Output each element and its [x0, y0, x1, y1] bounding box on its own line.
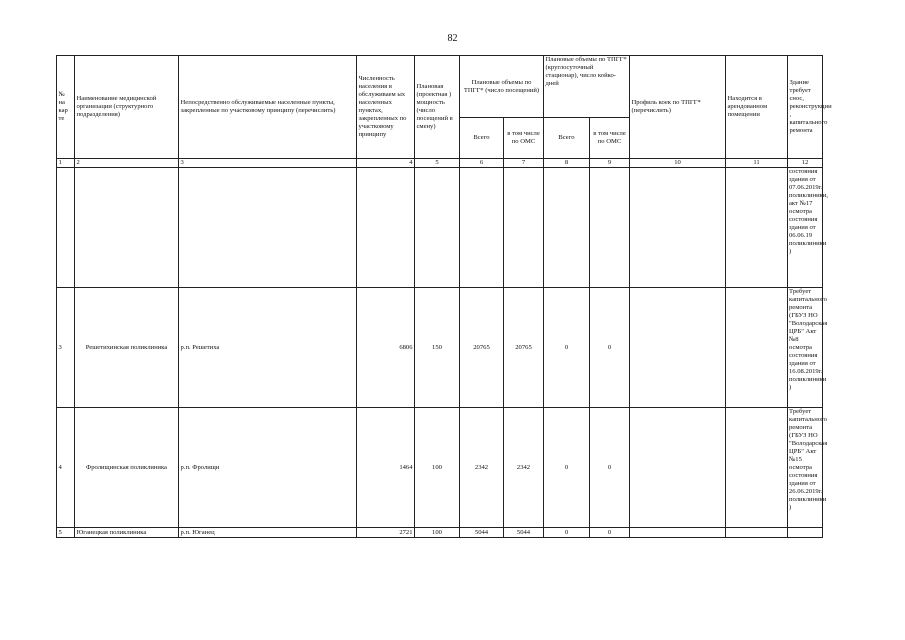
header-planned-capacity: Плановая (проектная ) мощность (число посещений в смену)	[415, 56, 460, 159]
cell-building-note: состояния здания от 07.06.2019г. поликлиники, акт №17 осмотра состояния здания от 06.06.19 поликлиники )	[788, 168, 823, 288]
cell-capacity: 150	[415, 288, 460, 408]
cell-visits-oms: 5044	[504, 528, 544, 538]
cell-number: 3	[57, 288, 75, 408]
column-number: 8	[544, 159, 590, 168]
table-row	[57, 408, 823, 528]
cell-settlements: р.п. Решетиха	[179, 288, 357, 408]
header-rented-premises: Находится в арендованном помещении	[726, 56, 788, 159]
column-number: 4	[357, 159, 415, 168]
cell-rented	[726, 288, 788, 408]
cell-bed-profile	[630, 528, 726, 538]
header-bed-profile: Профиль коек по ТПГГ* (перечислить)	[630, 56, 726, 159]
column-number: 12	[788, 159, 823, 168]
header-organization-name: Наименование медицинской организации (структурного подразделения)	[75, 56, 179, 159]
cell-beds-total: 0	[544, 528, 590, 538]
column-number: 11	[726, 159, 788, 168]
cell-capacity: 100	[415, 528, 460, 538]
header-planned-bed-days: Плановые объемы по ТПГГ* (круглосуточный стационар), число койко-дней	[544, 56, 630, 118]
cell-beds-oms: 0	[590, 408, 630, 528]
cell-visits-total: 20765	[460, 288, 504, 408]
cell-beds-total: 0	[544, 288, 590, 408]
header-row-1	[57, 56, 823, 118]
cell-beds-oms: 0	[590, 528, 630, 538]
column-number: 1	[57, 159, 75, 168]
header-beds-oms: в том числе по ОМС	[590, 118, 630, 159]
header-visits-total: Всего	[460, 118, 504, 159]
cell-visits-oms: 2342	[504, 408, 544, 528]
cell-population: 6806	[357, 288, 415, 408]
cell-settlements: р.п. Фролищи	[179, 408, 357, 528]
cell-building-note	[788, 528, 823, 538]
cell-visits-oms: 20765	[504, 288, 544, 408]
cell-number: 5	[57, 528, 75, 538]
cell-number	[57, 168, 75, 288]
header-planned-visits: Плановые объемы по ТПГГ* (число посещений)	[460, 56, 544, 118]
cell-visits-total	[460, 168, 504, 288]
header-beds-total: Всего	[544, 118, 590, 159]
cell-visits-oms	[504, 168, 544, 288]
cell-settlements	[179, 168, 357, 288]
cell-building-note: Требует капитального ремонта (ГБУЗ НО "Володарская ЦРБ" Акт №8 осмотра состояния здания от 16.08.2019г. поликлиники )	[788, 288, 823, 408]
cell-beds-oms: 0	[590, 288, 630, 408]
column-number: 3	[179, 159, 357, 168]
cell-population	[357, 168, 415, 288]
table-row	[57, 288, 823, 408]
cell-organization: Фролищинская поликлиника	[75, 408, 179, 528]
cell-visits-total: 5044	[460, 528, 504, 538]
cell-population: 2721	[357, 528, 415, 538]
cell-number: 4	[57, 408, 75, 528]
column-number: 10	[630, 159, 726, 168]
cell-organization: Юганецкая поликлиника	[75, 528, 179, 538]
cell-organization: Решетихинская поликлиника	[75, 288, 179, 408]
cell-rented	[726, 408, 788, 528]
cell-population: 1464	[357, 408, 415, 528]
column-number: 9	[590, 159, 630, 168]
cell-beds-total	[544, 168, 590, 288]
cell-capacity: 100	[415, 408, 460, 528]
healthcare-facilities-table	[56, 55, 832, 538]
cell-rented	[726, 168, 788, 288]
header-building-repair: Здание требует снос, реконструкции , капитального ремонта	[788, 56, 823, 159]
cell-rented	[726, 528, 788, 538]
cell-settlements: р.п. Юганец	[179, 528, 357, 538]
column-number: 6	[460, 159, 504, 168]
column-numbers-row	[57, 159, 823, 168]
cell-bed-profile	[630, 408, 726, 528]
cell-bed-profile	[630, 168, 726, 288]
cell-visits-total: 2342	[460, 408, 504, 528]
cell-organization	[75, 168, 179, 288]
column-number: 7	[504, 159, 544, 168]
header-population: Численность населения в обслуживаем ых населенных пунктах, закрепленных по участковому принципу	[357, 56, 415, 159]
header-visits-oms: в том числе по ОМС	[504, 118, 544, 159]
column-number: 2	[75, 159, 179, 168]
header-served-settlements: Непосредственно обслуживаемые населенные пункты, закрепленные по участковому принципу (перечислить)	[179, 56, 357, 159]
cell-beds-oms	[590, 168, 630, 288]
header-number-on-map: № на кар те	[57, 56, 75, 159]
table-row	[57, 528, 823, 538]
table-row	[57, 168, 823, 288]
cell-bed-profile	[630, 288, 726, 408]
cell-beds-total: 0	[544, 408, 590, 528]
cell-capacity	[415, 168, 460, 288]
column-number: 5	[415, 159, 460, 168]
page-number: 82	[447, 33, 458, 44]
cell-building-note: Требует капитального ремонта (ГБУЗ НО "Володарская ЦРБ" Акт №15 осмотра состояния здания от 26.06.2019г. поликлиники )	[788, 408, 823, 528]
